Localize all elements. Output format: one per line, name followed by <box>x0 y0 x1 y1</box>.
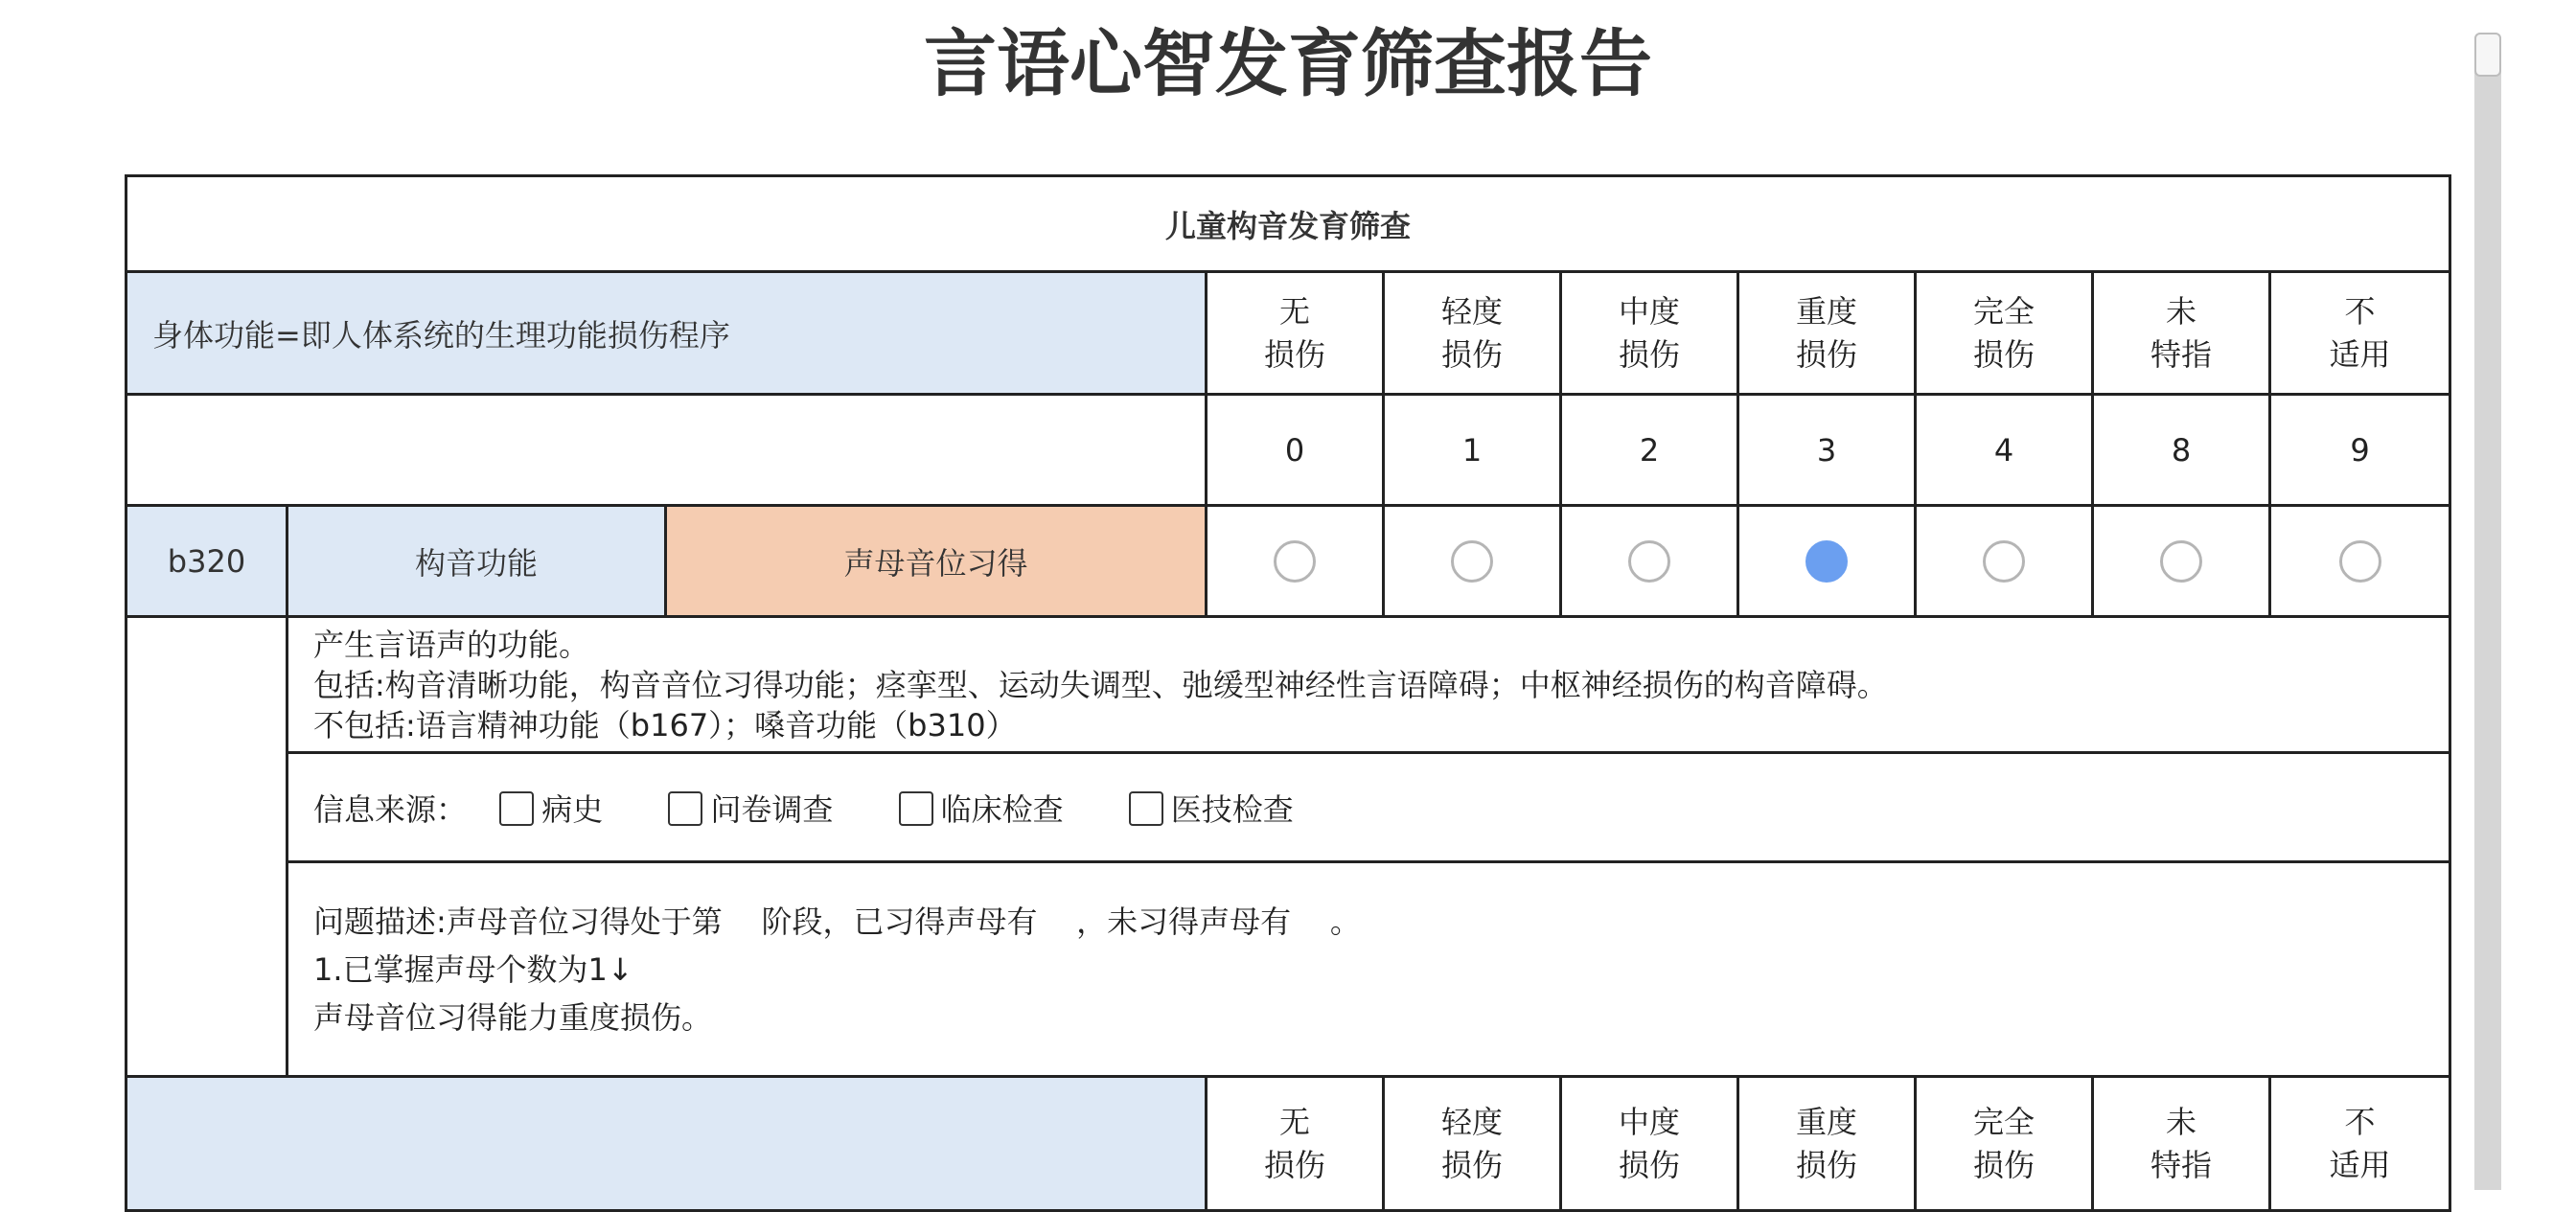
scrollbar-thumb[interactable] <box>2474 33 2501 77</box>
radio-button[interactable] <box>2339 540 2381 583</box>
checkbox[interactable] <box>499 791 534 826</box>
function-definition <box>288 617 2450 753</box>
radio-button[interactable] <box>1451 540 1493 583</box>
problem-conclusion: 声母音位习得能力重度损伤。 <box>313 998 713 1036</box>
definition-excludes: 不包括:语言精神功能（b167）；嗓音功能（b310） <box>313 706 1017 743</box>
grade-header-moderate: 中度 损伤 <box>1561 272 1738 395</box>
radio-button[interactable] <box>1274 540 1316 583</box>
source-option-questionnaire[interactable]: 问卷调查 <box>668 786 833 830</box>
info-source-row <box>126 753 2450 862</box>
grade-option-0[interactable] <box>1207 506 1384 617</box>
item-row <box>126 506 2450 617</box>
grade-header-mild: 轻度 损伤 <box>1384 1077 1561 1211</box>
definition-includes: 包括:构音清晰功能，构音音位习得功能；痉挛型、运动失调型、弛缓型神经性言语障碍；中枢神经损伤的构音障碍。 <box>313 666 1888 703</box>
grade-option-1[interactable] <box>1384 506 1561 617</box>
vertical-scrollbar[interactable] <box>2474 33 2501 1190</box>
grade-code: 2 <box>1561 395 1738 506</box>
info-source-label: 信息来源： <box>313 790 468 828</box>
radio-button[interactable] <box>1628 540 1670 583</box>
grade-header-moderate: 中度 损伤 <box>1561 1077 1738 1211</box>
grade-code: 8 <box>2093 395 2270 506</box>
source-option-clinical-exam[interactable]: 临床检查 <box>899 786 1064 830</box>
grade-option-4[interactable] <box>1916 506 2093 617</box>
grade-code: 1 <box>1384 395 1561 506</box>
source-option-medical-tech[interactable]: 医技检查 <box>1129 786 1294 830</box>
grade-header-severe: 重度 损伤 <box>1738 1077 1916 1211</box>
grade-code: 4 <box>1916 395 2093 506</box>
radio-button[interactable] <box>2160 540 2202 583</box>
grade-header-unspecified: 未 特指 <box>2093 272 2270 395</box>
grade-option-3[interactable] <box>1738 506 1916 617</box>
grade-option-2[interactable] <box>1561 506 1738 617</box>
problem-line: 问题描述:声母音位习得处于第 阶段，已习得声母有 ，未习得声母有 。 <box>313 903 1361 940</box>
grade-option-8[interactable] <box>2093 506 2270 617</box>
grade-header-complete: 完全 损伤 <box>1916 1077 2093 1211</box>
radio-button[interactable] <box>1983 540 2025 583</box>
definition-line: 产生言语声的功能。 <box>313 626 590 663</box>
item-code: b320 <box>126 506 288 617</box>
grade-header-row <box>126 272 2450 395</box>
body-function-label: 身体功能=即人体系统的生理功能损伤程序 <box>126 272 1207 395</box>
grade-header-severe: 重度 损伤 <box>1738 272 1916 395</box>
section-title: 儿童构音发育筛查 <box>126 176 2450 272</box>
grade-header-not-applicable: 不 适用 <box>2270 272 2450 395</box>
grade-code: 3 <box>1738 395 1916 506</box>
source-option-history[interactable]: 病史 <box>499 786 603 830</box>
grade-header-none: 无 损伤 <box>1207 1077 1384 1211</box>
problem-line: 1.已掌握声母个数为1↓ <box>313 950 633 988</box>
item-function: 构音功能 <box>288 506 666 617</box>
grade-code: 9 <box>2270 395 2450 506</box>
next-body-function-label <box>126 1077 1207 1211</box>
grade-code: 0 <box>1207 395 1384 506</box>
info-source <box>288 753 2450 862</box>
problem-description <box>288 862 2450 1077</box>
screening-table <box>125 174 2451 1212</box>
problem-row <box>126 862 2450 1077</box>
grade-code-row <box>126 395 2450 506</box>
checkbox[interactable] <box>899 791 933 826</box>
radio-button[interactable] <box>1806 540 1848 583</box>
definition-row <box>126 617 2450 753</box>
page-title: 言语心智发育筛查报告 <box>924 21 1652 106</box>
indent-spacer <box>126 617 288 1077</box>
grade-header-not-applicable: 不 适用 <box>2270 1077 2450 1211</box>
grade-code-spacer <box>126 395 1207 506</box>
grade-header-complete: 完全 损伤 <box>1916 272 2093 395</box>
checkbox[interactable] <box>1129 791 1163 826</box>
checkbox[interactable] <box>668 791 702 826</box>
grade-header-mild: 轻度 损伤 <box>1384 272 1561 395</box>
grade-header-unspecified: 未 特指 <box>2093 1077 2270 1211</box>
grade-option-9[interactable] <box>2270 506 2450 617</box>
item-sub-function: 声母音位习得 <box>666 506 1207 617</box>
grade-header-row-2 <box>126 1077 2450 1211</box>
table-heading-row <box>126 176 2450 272</box>
grade-header-none: 无 损伤 <box>1207 272 1384 395</box>
